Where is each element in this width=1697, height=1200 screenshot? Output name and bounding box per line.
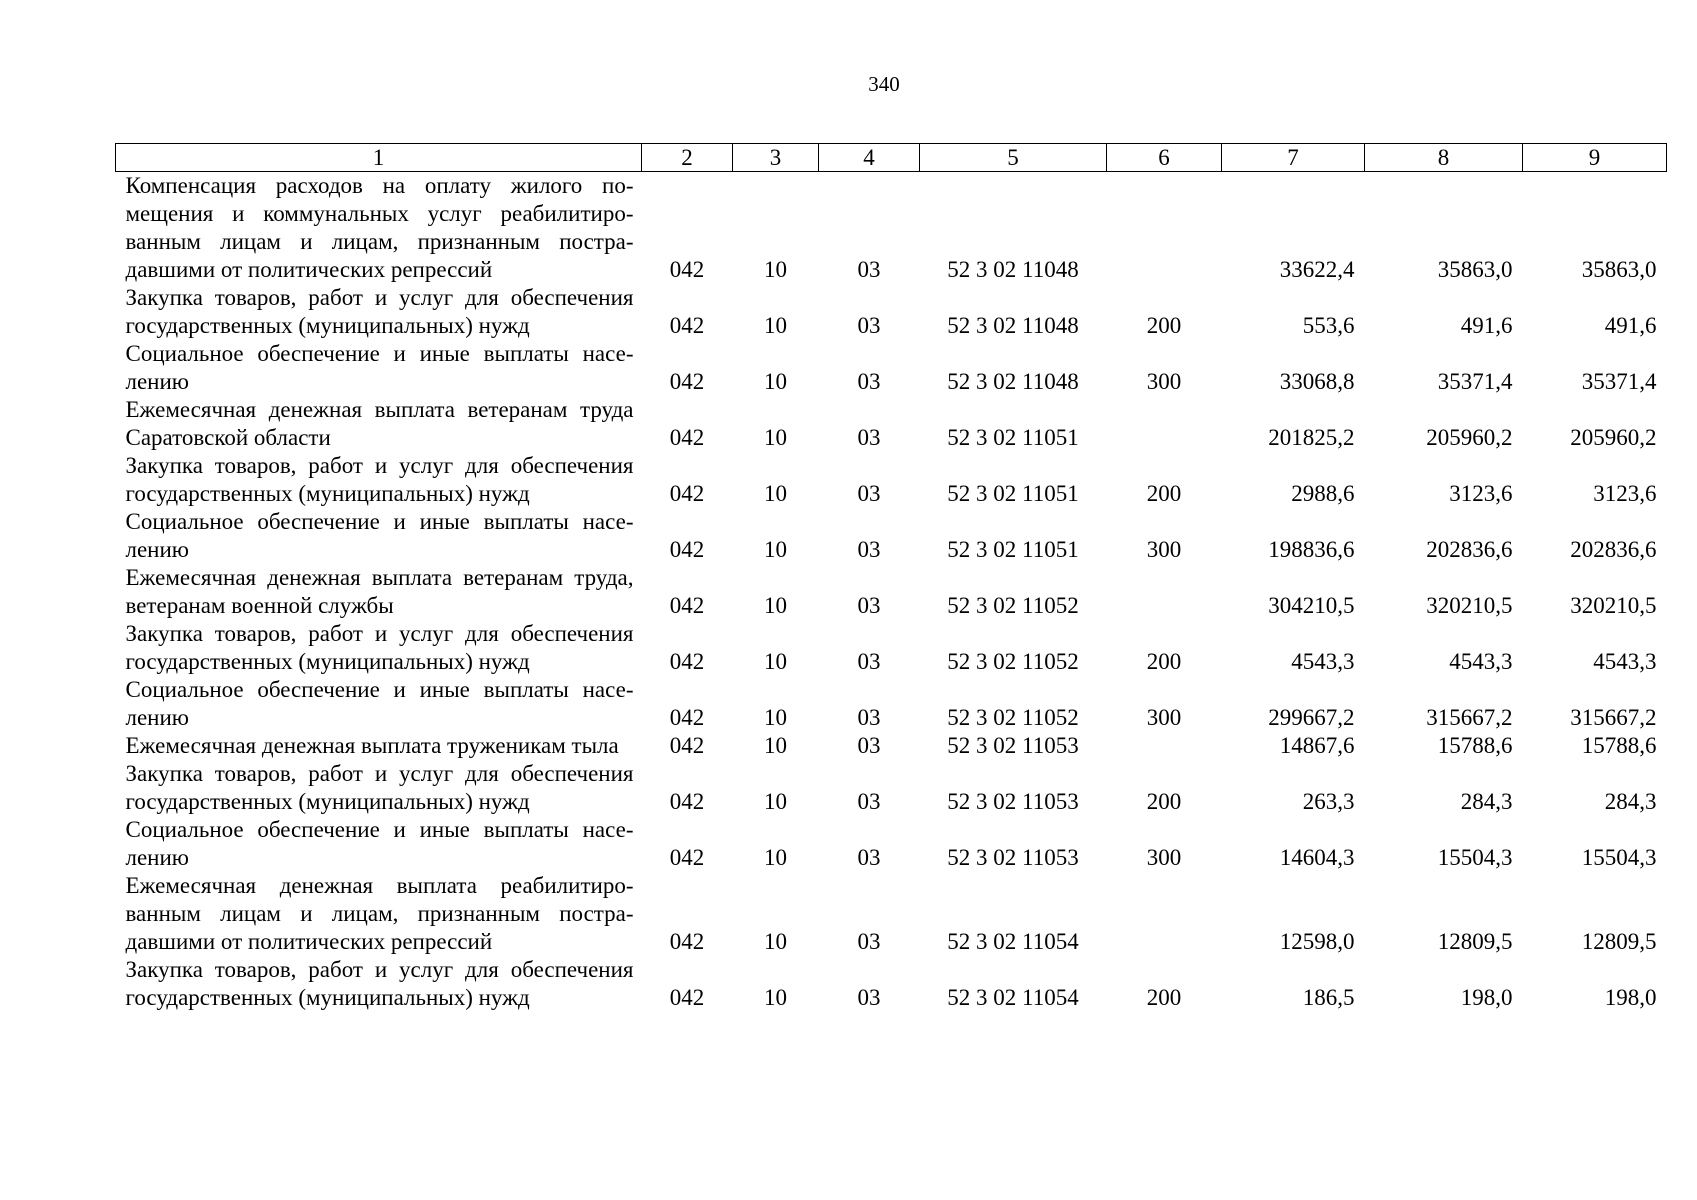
table-row [116, 816, 1667, 872]
cell-expense-type: 200 [1146, 481, 1182, 506]
table-row [116, 396, 1667, 452]
row-name: Ежемесячная денежная выплата ветеранам труда, ветеранам военной службы [125, 565, 634, 618]
cell-expense-type: 200 [1146, 789, 1182, 814]
table-row [116, 872, 1667, 956]
cell-target-article: 52 3 02 11052 [947, 593, 1079, 618]
cell-admin-code: 042 [669, 369, 705, 394]
cell-amount-col7: 12598,0 [1279, 929, 1355, 954]
cell-subsection: 03 [857, 425, 881, 450]
cell-subsection: 03 [857, 481, 881, 506]
table-row [116, 676, 1667, 732]
cell-target-article: 52 3 02 11048 [947, 313, 1079, 338]
row-name: Компенсация расходов на оплату жилого помещения и коммунальных услуг реабилитированным лицам и лицам, признанным пострадавшими от политических репрессий [125, 173, 634, 282]
cell-admin-code: 042 [669, 425, 705, 450]
cell-target-article: 52 3 02 11048 [947, 257, 1079, 282]
cell-amount-col9: 202836,6 [1570, 537, 1657, 562]
cell-section: 10 [764, 789, 787, 814]
cell-subsection: 03 [857, 537, 881, 562]
cell-amount-col8: 15504,3 [1437, 845, 1513, 870]
cell-amount-col8: 35863,0 [1437, 257, 1513, 282]
cell-amount-col8: 12809,5 [1437, 929, 1513, 954]
cell-subsection: 03 [857, 845, 881, 870]
cell-admin-code: 042 [669, 593, 705, 618]
cell-amount-col9: 315667,2 [1570, 705, 1657, 730]
budget-table [115, 143, 1667, 1012]
row-name: Закупка товаров, работ и услуг для обеспечения государственных (муниципальных) нужд [125, 761, 634, 814]
cell-subsection: 03 [857, 733, 881, 758]
cell-amount-col8: 205960,2 [1426, 425, 1513, 450]
column-header: 8 [1365, 144, 1523, 172]
row-name: Ежемесячная денежная выплата труженикам тыла [125, 733, 619, 758]
cell-target-article: 52 3 02 11051 [947, 481, 1079, 506]
cell-target-article: 52 3 02 11052 [947, 649, 1079, 674]
cell-subsection: 03 [857, 789, 881, 814]
row-name: Закупка товаров, работ и услуг для обеспечения государственных (муниципальных) нужд [125, 621, 634, 674]
cell-amount-col7: 186,5 [1302, 985, 1355, 1010]
cell-admin-code: 042 [669, 845, 705, 870]
cell-amount-col9: 15788,6 [1581, 733, 1657, 758]
cell-amount-col7: 33068,8 [1279, 369, 1355, 394]
cell-expense-type [1107, 732, 1222, 760]
cell-section: 10 [764, 537, 787, 562]
cell-section: 10 [764, 257, 787, 282]
cell-expense-type: 300 [1146, 537, 1182, 562]
row-name: Закупка товаров, работ и услуг для обеспечения государственных (муниципальных) нужд [125, 453, 634, 506]
row-name: Социальное обеспечение и иные выплаты населению [125, 509, 634, 562]
cell-amount-col7: 14867,6 [1279, 733, 1355, 758]
cell-amount-col7: 14604,3 [1279, 845, 1355, 870]
cell-amount-col8: 491,6 [1460, 313, 1513, 338]
cell-target-article: 52 3 02 11053 [947, 789, 1079, 814]
column-header: 2 [642, 144, 733, 172]
cell-admin-code: 042 [669, 733, 705, 758]
cell-subsection: 03 [857, 257, 881, 282]
cell-expense-type: 300 [1146, 369, 1182, 394]
row-name: Социальное обеспечение и иные выплаты населению [125, 341, 634, 394]
cell-target-article: 52 3 02 11048 [947, 369, 1079, 394]
column-header: 7 [1222, 144, 1365, 172]
cell-amount-col8: 15788,6 [1437, 733, 1513, 758]
cell-section: 10 [764, 985, 787, 1010]
cell-expense-type: 300 [1146, 845, 1182, 870]
cell-amount-col9: 15504,3 [1581, 845, 1657, 870]
cell-subsection: 03 [857, 593, 881, 618]
cell-amount-col9: 35371,4 [1581, 369, 1657, 394]
cell-amount-col8: 202836,6 [1426, 537, 1513, 562]
table-row [116, 452, 1667, 508]
column-header: 6 [1107, 144, 1222, 172]
cell-admin-code: 042 [669, 649, 705, 674]
cell-amount-col7: 2988,6 [1291, 481, 1355, 506]
cell-section: 10 [764, 313, 787, 338]
table-row [116, 732, 1667, 760]
cell-target-article: 52 3 02 11054 [947, 985, 1079, 1010]
row-name: Закупка товаров, работ и услуг для обеспечения государственных (муниципальных) нужд [125, 285, 634, 338]
cell-section: 10 [764, 733, 787, 758]
table-row [116, 564, 1667, 620]
cell-section: 10 [764, 845, 787, 870]
cell-admin-code: 042 [669, 313, 705, 338]
cell-amount-col7: 33622,4 [1279, 257, 1355, 282]
table-row [116, 760, 1667, 816]
cell-subsection: 03 [857, 369, 881, 394]
cell-expense-type: 200 [1146, 985, 1182, 1010]
cell-expense-type [1107, 172, 1222, 285]
row-name: Социальное обеспечение и иные выплаты населению [125, 677, 634, 730]
cell-amount-col8: 4543,3 [1449, 649, 1513, 674]
cell-amount-col9: 3123,6 [1593, 481, 1657, 506]
cell-amount-col9: 284,3 [1604, 789, 1657, 814]
cell-amount-col9: 320210,5 [1570, 593, 1657, 618]
cell-amount-col7: 4543,3 [1291, 649, 1355, 674]
table-row [116, 340, 1667, 396]
cell-subsection: 03 [857, 705, 881, 730]
cell-amount-col7: 299667,2 [1268, 705, 1355, 730]
cell-amount-col9: 198,0 [1604, 985, 1657, 1010]
cell-amount-col8: 198,0 [1460, 985, 1513, 1010]
table-row [116, 956, 1667, 1012]
cell-section: 10 [764, 481, 787, 506]
cell-section: 10 [764, 369, 787, 394]
cell-admin-code: 042 [669, 789, 705, 814]
cell-expense-type: 300 [1146, 705, 1182, 730]
cell-target-article: 52 3 02 11054 [947, 929, 1079, 954]
cell-section: 10 [764, 649, 787, 674]
column-header: 4 [819, 144, 920, 172]
cell-section: 10 [764, 705, 787, 730]
cell-subsection: 03 [857, 985, 881, 1010]
cell-amount-col9: 35863,0 [1581, 257, 1657, 282]
cell-amount-col7: 553,6 [1302, 313, 1355, 338]
row-name: Социальное обеспечение и иные выплаты населению [125, 817, 634, 870]
cell-amount-col9: 12809,5 [1581, 929, 1657, 954]
cell-target-article: 52 3 02 11053 [947, 733, 1079, 758]
cell-target-article: 52 3 02 11051 [947, 537, 1079, 562]
cell-target-article: 52 3 02 11051 [947, 425, 1079, 450]
cell-amount-col9: 491,6 [1604, 313, 1657, 338]
row-name: Ежемесячная денежная выплата ветеранам труда Саратовской области [125, 397, 634, 450]
cell-subsection: 03 [857, 649, 881, 674]
cell-amount-col9: 205960,2 [1570, 425, 1657, 450]
cell-target-article: 52 3 02 11052 [947, 705, 1079, 730]
cell-admin-code: 042 [669, 985, 705, 1010]
cell-amount-col8: 3123,6 [1449, 481, 1513, 506]
cell-amount-col8: 35371,4 [1437, 369, 1513, 394]
table-body [116, 172, 1667, 1013]
cell-target-article: 52 3 02 11053 [947, 845, 1079, 870]
table-row [116, 508, 1667, 564]
cell-admin-code: 042 [669, 929, 705, 954]
cell-admin-code: 042 [669, 257, 705, 282]
cell-section: 10 [764, 425, 787, 450]
cell-amount-col7: 201825,2 [1268, 425, 1355, 450]
column-header: 1 [116, 144, 642, 172]
row-name: Закупка товаров, работ и услуг для обеспечения государственных (муниципальных) нужд [125, 957, 634, 1010]
column-header: 9 [1523, 144, 1667, 172]
cell-admin-code: 042 [669, 481, 705, 506]
table-row [116, 284, 1667, 340]
cell-section: 10 [764, 593, 787, 618]
cell-amount-col7: 198836,6 [1268, 537, 1355, 562]
cell-amount-col7: 304210,5 [1268, 593, 1355, 618]
cell-amount-col7: 263,3 [1302, 789, 1355, 814]
column-header: 3 [733, 144, 819, 172]
cell-expense-type [1107, 396, 1222, 452]
table-header-row [116, 144, 1667, 172]
cell-expense-type: 200 [1146, 649, 1182, 674]
cell-amount-col8: 284,3 [1460, 789, 1513, 814]
cell-amount-col8: 315667,2 [1426, 705, 1513, 730]
cell-amount-col8: 320210,5 [1426, 593, 1513, 618]
row-name: Ежемесячная денежная выплата реабилитированным лицам и лицам, признанным пострадавшими от политических репрессий [125, 873, 634, 954]
column-header: 5 [920, 144, 1107, 172]
page-number: 340 [868, 72, 900, 96]
cell-subsection: 03 [857, 313, 881, 338]
cell-expense-type [1107, 564, 1222, 620]
cell-amount-col9: 4543,3 [1593, 649, 1657, 674]
cell-admin-code: 042 [669, 705, 705, 730]
cell-admin-code: 042 [669, 537, 705, 562]
table-row [116, 620, 1667, 676]
cell-subsection: 03 [857, 929, 881, 954]
cell-expense-type [1107, 872, 1222, 956]
cell-section: 10 [764, 929, 787, 954]
table-row [116, 172, 1667, 285]
cell-expense-type: 200 [1146, 313, 1182, 338]
